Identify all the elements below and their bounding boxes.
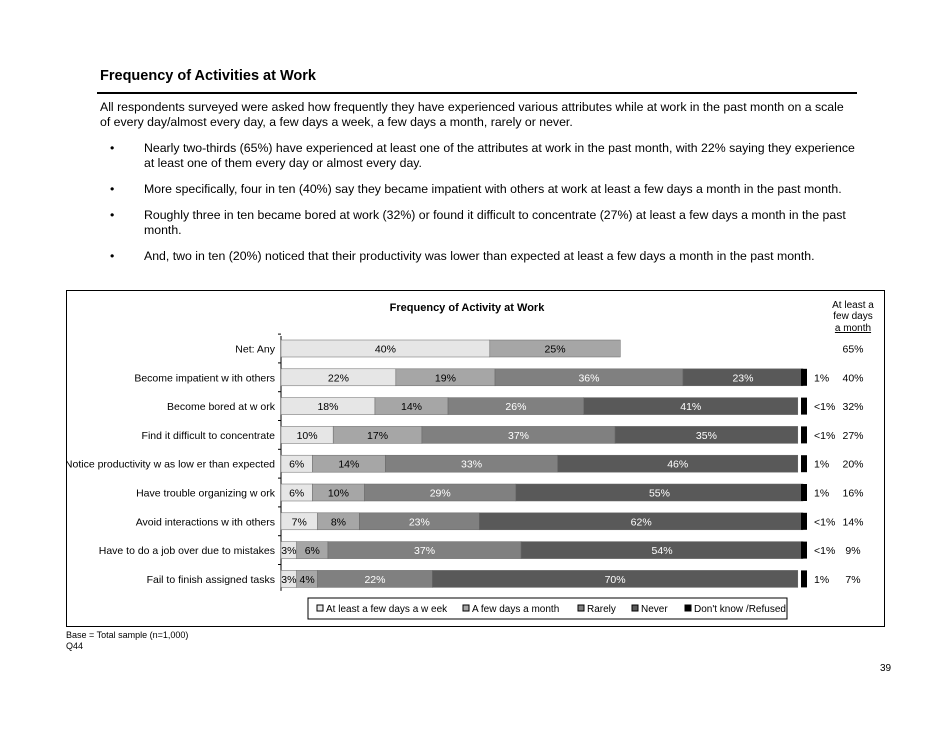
data-label-0: 6% [289,487,305,500]
legend-swatch-rarely [578,605,584,611]
bullet-item [110,182,855,197]
category-label: Find it difficult to concentrate [141,429,275,442]
net-value-label: 7% [845,573,861,586]
data-label-0: 22% [327,372,349,385]
stacked-bar-chart [67,291,884,626]
legend [308,598,787,619]
data-label-0: 3% [281,545,297,558]
bars-layer [67,334,864,591]
page-number: 39 [880,663,892,674]
bullet-item [110,249,855,264]
data-label-2: 37% [414,545,436,558]
legend-swatch-few-days-month [463,605,469,611]
bar-segment-dont-know [801,542,807,559]
net-value-label: 27% [842,429,864,442]
bar-segment-dont-know [801,426,807,443]
data-label-dont-know: 1% [814,573,830,586]
data-label-3: 54% [651,545,673,558]
data-label-dont-know: <1% [814,401,836,414]
data-label-1: 10% [327,487,349,500]
bar-segment-dont-know [801,455,807,472]
title-divider [97,92,857,94]
net-value-label: 9% [845,545,861,558]
right-header-line-3: a month [834,323,872,334]
bullet-marker: • [110,182,115,196]
footer-note [66,630,188,652]
data-label-0: 7% [291,516,307,529]
right-header-line-1: At least a [832,300,874,311]
bullet-marker: • [110,141,115,155]
data-label-1: 19% [434,372,456,385]
legend-swatch-never [632,605,638,611]
data-label-1: 6% [304,545,320,558]
data-label-2: 36% [578,372,600,385]
data-label-1: 17% [367,429,389,442]
data-label-0: 3% [281,573,297,586]
data-label-3: 46% [667,458,689,471]
net-value-label: 32% [842,401,864,414]
data-label-2: 23% [408,516,430,529]
page-title: Frequency of Activities at Work [100,68,316,84]
bar-segment-dont-know [801,484,807,501]
category-label: Net: Any [235,343,275,356]
category-label: Become impatient w ith others [134,372,275,385]
data-label-3: 35% [695,429,717,442]
category-label: Fail to finish assigned tasks [146,573,275,586]
bullet-item [110,208,855,238]
legend-swatch-few-days-week [317,605,323,611]
data-label-dont-know: <1% [814,545,836,558]
data-label-0: 6% [289,458,305,471]
data-label-dont-know: 1% [814,372,830,385]
bullet-text: And, two in ten (20%) noticed that their productivity was lower than expected at least a few days a month in the past month. [144,249,815,263]
legend-label-few-days-week: At least a few days a w eek [326,604,448,615]
category-label: Avoid interactions w ith others [135,516,275,529]
legend-label-few-days-month: A few days a month [472,604,560,615]
data-label-1: 4% [299,573,315,586]
bullet-marker: • [110,208,115,222]
category-label: Become bored at w ork [167,401,275,414]
data-label-2: 26% [505,401,527,414]
data-label-2: 33% [461,458,483,471]
legend-label-rarely: Rarely [587,604,616,615]
bullet-text: Nearly two-thirds (65%) have experienced at least one of the attributes at work in the past month, with 22% saying they experience at least one of them every day or almost every day. [144,141,855,170]
data-label-dont-know: <1% [814,516,836,529]
intro-paragraph: All respondents surveyed were asked how frequently they have experienced various attributes while at work in the past month on a scale of every day/almost every day, a few days a week, a few days a month, rarely or never. [100,100,844,129]
question-code: Q44 [66,641,84,651]
bar-segment-dont-know [801,398,807,415]
net-value-label: 16% [842,487,864,500]
category-label: Have to do a job over due to mistakes [98,545,275,558]
chart-title: Frequency of Activity at Work [389,302,545,314]
data-label-2: 22% [364,573,386,586]
bar-segment-dont-know [801,369,807,386]
data-label-3: 70% [604,573,626,586]
data-label-0: 40% [374,343,396,356]
data-label-dont-know: 1% [814,487,830,500]
data-label-1: 14% [400,401,423,414]
net-value-label: 20% [842,458,864,471]
legend-swatch-dont-know [685,605,691,611]
legend-label-dont-know: Don't know /Refused [694,604,786,615]
bullet-marker: • [110,249,115,263]
data-label-2: 37% [508,429,530,442]
data-label-1: 14% [338,458,360,471]
category-label: Notice productivity w as low er than expected [67,458,275,471]
data-label-1: 25% [544,343,566,356]
category-label: Have trouble organizing w ork [136,487,275,500]
data-label-3: 23% [732,372,754,385]
legend-label-never: Never [641,604,668,615]
data-label-3: 62% [630,516,652,529]
data-label-dont-know: 1% [814,458,830,471]
bullet-item [110,141,855,171]
bullet-list [110,141,855,275]
data-label-1: 8% [330,516,347,529]
chart-frame [66,290,885,627]
data-label-0: 10% [296,429,318,442]
base-note: Base = Total sample (n=1,000) [66,630,189,640]
bullet-text: Roughly three in ten became bored at work (32%) or found it difficult to concentrate (27%) at least a few days a month in the past month. [144,208,846,237]
data-label-0: 18% [317,401,339,414]
data-label-2: 29% [429,487,451,500]
right-header-line-2: few days [833,311,873,322]
net-value-label: 14% [842,516,864,529]
net-value-label: 65% [842,343,864,356]
data-label-dont-know: <1% [814,429,836,442]
data-label-3: 55% [648,487,670,500]
bar-segment-dont-know [801,570,807,587]
bar-segment-dont-know [801,513,807,530]
net-value-label: 40% [842,372,864,385]
bullet-text: More specifically, four in ten (40%) say they became impatient with others at work at least a few days a month in the past month. [144,182,842,196]
data-label-3: 41% [680,401,702,414]
